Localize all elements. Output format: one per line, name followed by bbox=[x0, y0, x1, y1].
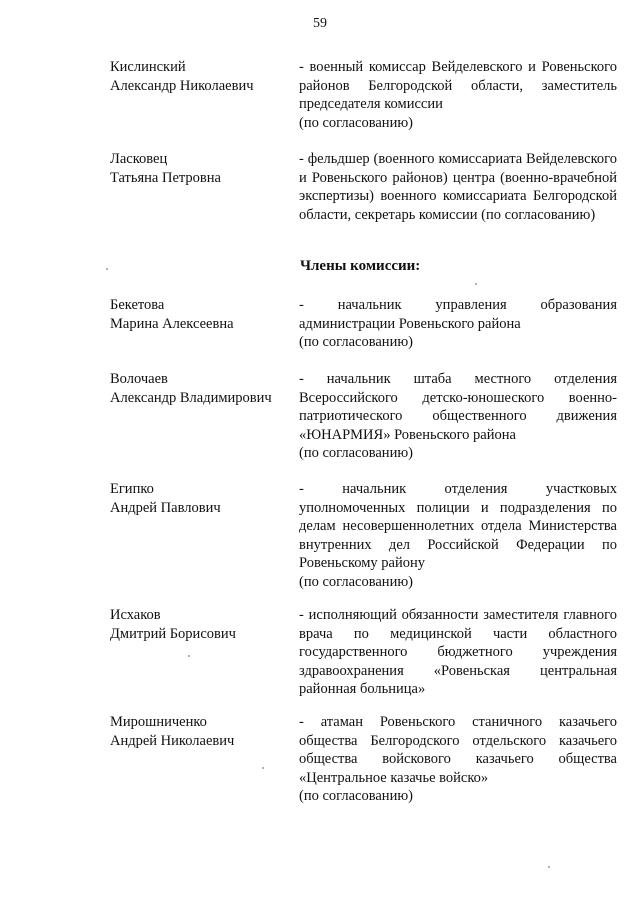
person-name bbox=[110, 713, 290, 750]
surname: Ласковец bbox=[110, 151, 168, 167]
surname: Мирошниченко bbox=[110, 714, 207, 730]
section-heading: Члены комиссии: bbox=[300, 258, 421, 274]
scan-speck bbox=[475, 283, 477, 285]
scan-speck bbox=[548, 866, 550, 868]
surname: Египко bbox=[110, 481, 154, 497]
given-name: Дмитрий Борисович bbox=[110, 625, 236, 642]
person-name bbox=[110, 150, 290, 187]
person-role bbox=[299, 58, 617, 132]
approval-note: (по согласованию) bbox=[299, 334, 413, 350]
surname: Бекетова bbox=[110, 297, 165, 313]
person-name bbox=[110, 370, 290, 407]
page-number: 59 bbox=[313, 16, 327, 31]
given-name: Андрей Николаевич bbox=[110, 732, 235, 749]
role-text: - начальник управления образования администрации Ровеньского района bbox=[299, 297, 617, 332]
approval-note: (по согласованию) bbox=[299, 114, 413, 131]
given-name: Александр Николаевич bbox=[110, 77, 254, 94]
role-text: - военный комиссар Вейделевского и Ровеньского районов Белгородской области, заместитель председателя комиссии bbox=[299, 59, 617, 112]
scan-speck bbox=[106, 268, 108, 270]
role-text: - начальник штаба местного отделения Всероссийского детско-юношеского военно-патриотического общественного движения «ЮНАРМИЯ» Ровеньского района bbox=[299, 371, 617, 443]
person-name bbox=[110, 296, 290, 333]
person-role bbox=[299, 480, 617, 591]
person-name bbox=[110, 606, 290, 643]
person-role bbox=[299, 150, 617, 224]
given-name: Александр Владимирович bbox=[110, 389, 272, 406]
role-text: - исполняющий обязанности заместителя главного врача по медицинской части областного государственного бюджетного учреждения здравоохранения «Ровеньская центральная районная больница» bbox=[299, 607, 617, 697]
surname: Кислинский bbox=[110, 59, 186, 75]
role-text: - начальник отделения участковых уполномоченных полиции и подразделения по делам несовершеннолетних отдела Министерства внутренних дел Российской Федерации по Ровеньскому району bbox=[299, 481, 617, 571]
given-name: Татьяна Петровна bbox=[110, 169, 221, 186]
given-name: Андрей Павлович bbox=[110, 499, 221, 516]
approval-note: (по согласованию) bbox=[299, 573, 413, 590]
given-name: Марина Алексеевна bbox=[110, 315, 234, 332]
person-role bbox=[299, 713, 617, 806]
surname: Волочаев bbox=[110, 371, 168, 387]
scan-speck bbox=[262, 767, 264, 769]
surname: Исхаков bbox=[110, 607, 161, 623]
person-role bbox=[299, 296, 617, 352]
approval-note: (по согласованию) bbox=[299, 788, 413, 804]
person-name bbox=[110, 480, 290, 517]
person-role bbox=[299, 370, 617, 463]
approval-note: (по согласованию) bbox=[299, 445, 413, 461]
person-role bbox=[299, 606, 617, 699]
scan-speck bbox=[188, 655, 190, 657]
role-text: - атаман Ровеньского станичного казачьего общества Белгородского отдельского казачьего общества войскового казачьего общества «Центральное казачье войско» bbox=[299, 714, 617, 786]
role-text: - фельдшер (военного комиссариата Вейделевского и Ровеньского районов) центра (военно-врачебной экспертизы) военного комиссариата Белгородской области, секретарь комиссии (по согласованию) bbox=[299, 151, 617, 223]
person-name bbox=[110, 58, 290, 95]
